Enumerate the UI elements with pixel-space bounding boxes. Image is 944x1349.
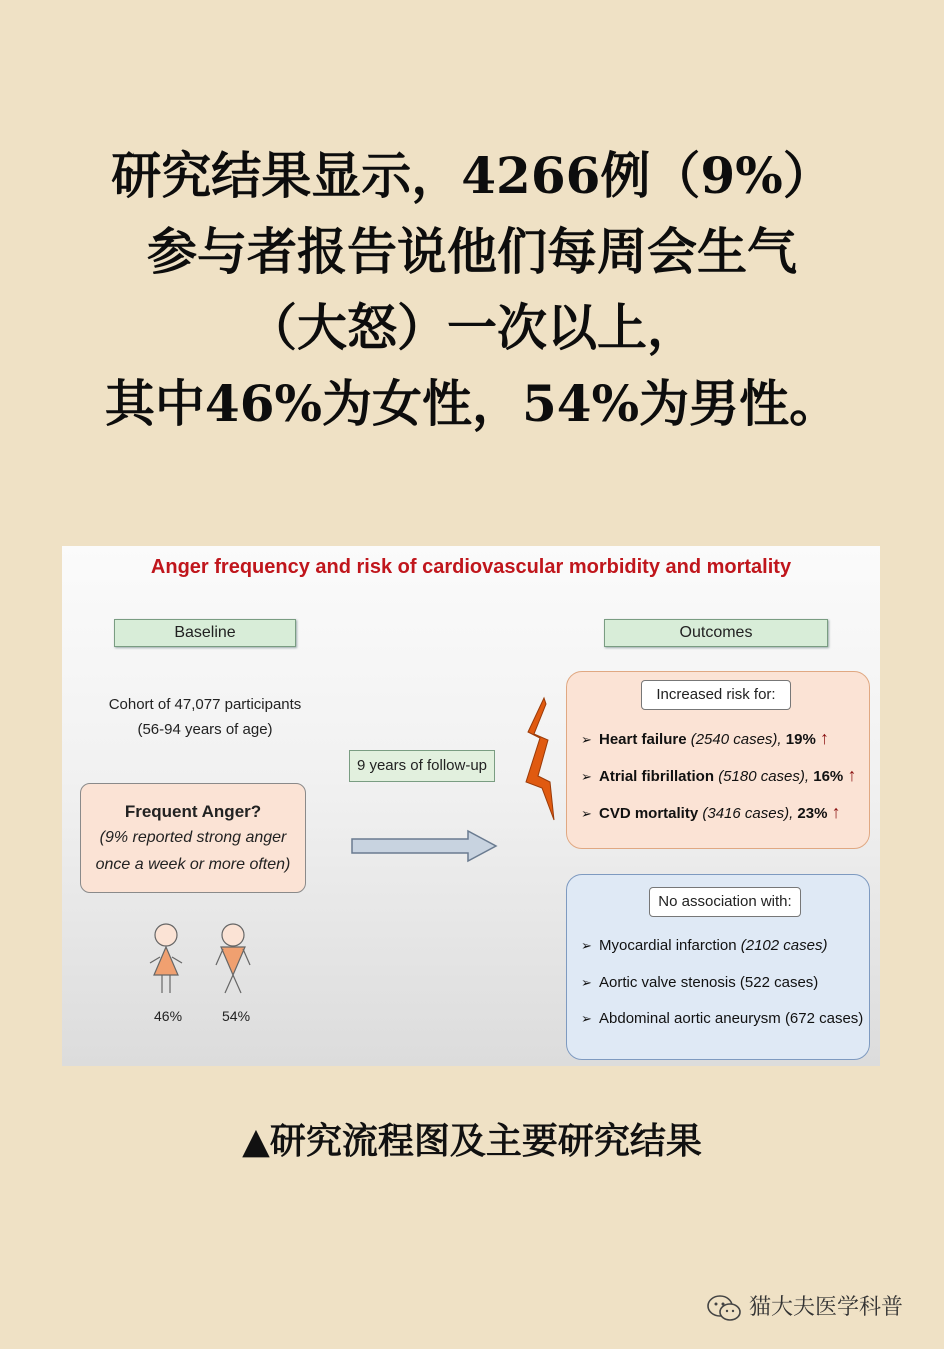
risk-cases: (5180 cases), bbox=[718, 768, 810, 785]
cohort-info bbox=[90, 692, 320, 742]
increased-risk-box bbox=[566, 671, 870, 849]
bullet-arrow-icon: ➢ bbox=[581, 975, 592, 990]
risk-pct: 16% bbox=[813, 768, 844, 785]
bullet-arrow-icon: ➢ bbox=[581, 938, 592, 953]
watermark bbox=[706, 1290, 903, 1324]
bullet-arrow-icon: ➢ bbox=[581, 769, 592, 784]
diagram-title: Anger frequency and risk of cardiovascular morbidity and mortality bbox=[150, 556, 792, 578]
anger-note-line: (9% reported strong anger bbox=[99, 829, 287, 846]
condition-cases: (2102 cases) bbox=[740, 937, 828, 954]
anger-note-line: once a week or more often) bbox=[95, 856, 291, 873]
anger-title: Frequent Anger? bbox=[124, 802, 262, 821]
condition-name: Myocardial infarction bbox=[599, 937, 737, 954]
risk-item bbox=[581, 765, 856, 786]
risk-name: Atrial fibrillation bbox=[599, 768, 715, 785]
outcomes-label: Outcomes bbox=[604, 619, 828, 647]
arrow-up-icon: ↑ bbox=[847, 765, 857, 785]
no-association-box bbox=[566, 874, 870, 1060]
no-association-item bbox=[581, 974, 818, 991]
risk-name: CVD mortality bbox=[599, 805, 699, 822]
study-diagram bbox=[62, 546, 880, 1066]
arrow-up-icon: ↑ bbox=[831, 802, 841, 822]
risk-cases: (2540 cases), bbox=[690, 731, 782, 748]
no-association-item bbox=[581, 1010, 863, 1027]
increased-risk-heading: Increased risk for: bbox=[641, 680, 791, 710]
female-figure-icon bbox=[148, 921, 184, 995]
headline-line: （大怒）一次以上， bbox=[247, 298, 697, 357]
risk-name: Heart failure bbox=[599, 731, 687, 748]
condition-cases: (522 cases) bbox=[739, 974, 819, 991]
anger-note bbox=[81, 824, 305, 878]
headline-line: 其中46%为女性，54%为男性。 bbox=[104, 374, 840, 433]
risk-item bbox=[581, 728, 829, 749]
risk-item bbox=[581, 802, 841, 823]
bullet-arrow-icon: ➢ bbox=[581, 1011, 592, 1026]
figure-caption: ▲研究流程图及主要研究结果 bbox=[242, 1120, 702, 1162]
bullet-arrow-icon: ➢ bbox=[581, 806, 592, 821]
female-percent: 46% bbox=[154, 1008, 183, 1024]
cohort-age: (56-94 years of age) bbox=[137, 721, 273, 738]
no-association-heading: No association with: bbox=[649, 887, 801, 917]
headline bbox=[60, 138, 884, 442]
lightning-icon bbox=[524, 696, 558, 824]
headline-line: 参与者报告说他们每周会生气 bbox=[147, 222, 797, 281]
no-association-item bbox=[581, 937, 827, 954]
condition-cases: (672 cases) bbox=[784, 1010, 864, 1027]
cohort-size: Cohort of 47,077 participants bbox=[108, 696, 302, 713]
arrow-up-icon: ↑ bbox=[819, 728, 829, 748]
baseline-label: Baseline bbox=[114, 619, 296, 647]
condition-name: Abdominal aortic aneurysm bbox=[599, 1010, 781, 1027]
headline-line: 研究结果显示，4266例（9%） bbox=[111, 146, 833, 205]
watermark-text: 猫大夫医学科普 bbox=[749, 1295, 904, 1320]
risk-pct: 23% bbox=[797, 805, 828, 822]
right-arrow-icon bbox=[350, 829, 500, 863]
risk-cases: (3416 cases), bbox=[702, 805, 794, 822]
risk-pct: 19% bbox=[785, 731, 816, 748]
male-percent: 54% bbox=[222, 1008, 251, 1024]
followup-label: 9 years of follow-up bbox=[349, 750, 495, 782]
condition-name: Aortic valve stenosis bbox=[599, 974, 736, 991]
male-figure-icon bbox=[214, 921, 252, 995]
wechat-icon bbox=[706, 1293, 742, 1323]
bullet-arrow-icon: ➢ bbox=[581, 732, 592, 747]
frequent-anger-box bbox=[80, 783, 306, 893]
